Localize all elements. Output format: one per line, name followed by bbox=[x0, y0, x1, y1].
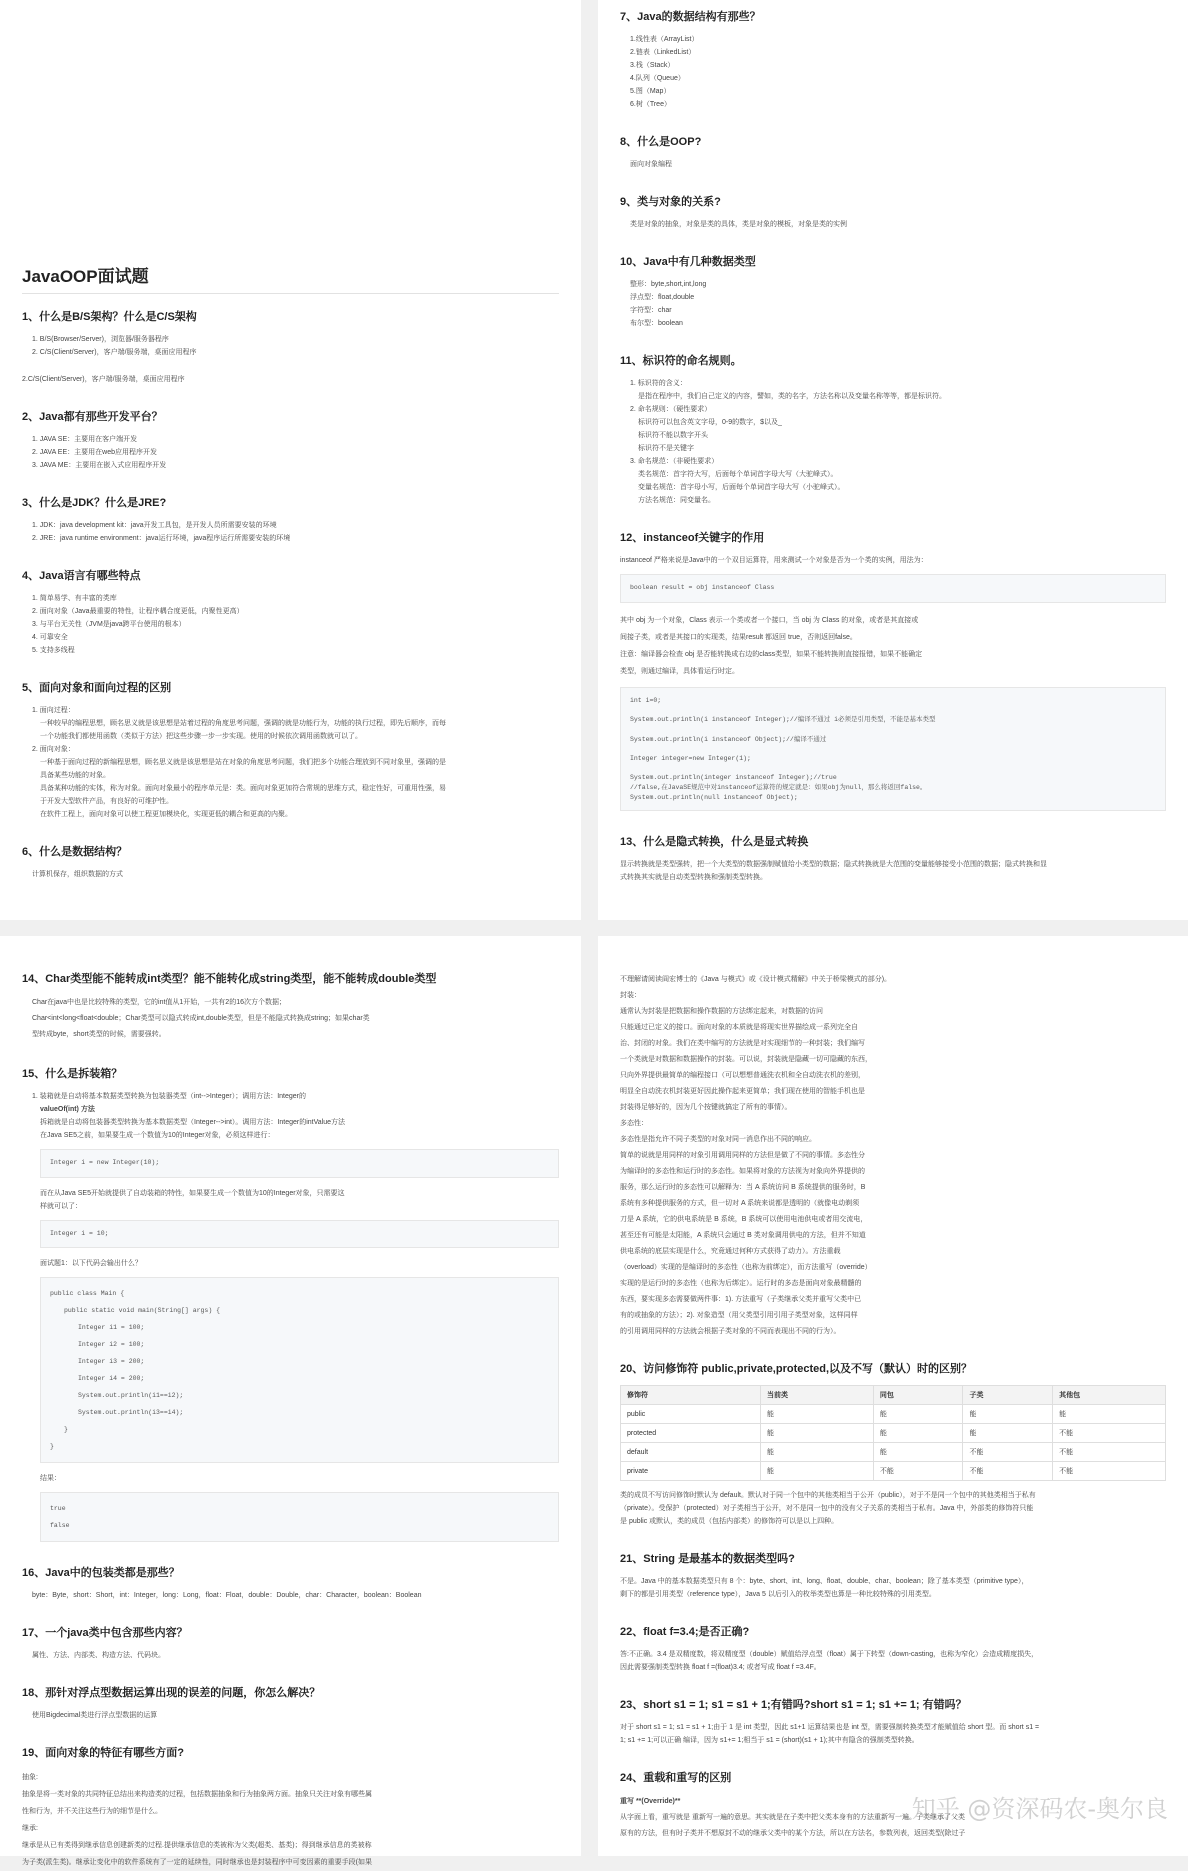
text-line: 而在从Java SE5开始就提供了自动装箱的特性，如果要生成一个数值为10的Integer对象，只需要这 bbox=[40, 1189, 345, 1197]
text-line: 因此需要强制类型转换 float f =(float)3.4; 或者写成 float f =3.4F。 bbox=[620, 1664, 821, 1671]
text-line: 2. JRE：java runtime environment：java运行环境，java程序运行所需要安装的环境 bbox=[32, 535, 291, 542]
text-line: 只向外界提供最简单的编程接口（可以想想普通洗衣机和全自动洗衣机的差别， bbox=[620, 1072, 865, 1079]
text-line: 类名规范：首字符大写，后面每个单词首字母大写（大驼峰式）。 bbox=[638, 471, 838, 478]
table-header: 当前类 bbox=[761, 1386, 874, 1405]
code-block bbox=[40, 1492, 559, 1542]
text-line: Char在java中也是比较特殊的类型，它的int值从1开始，一共有2的16次方个数据； bbox=[32, 999, 286, 1006]
text-line: 供电系统的底层实现是什么，究竟通过何种方式获得了动力）。方法重载 bbox=[620, 1248, 841, 1255]
code-block bbox=[40, 1220, 559, 1249]
text-line: 在Java SE5之前，如果要生成一个数值为10的Integer对象，必须这样进行： bbox=[40, 1132, 275, 1139]
document-title: JavaOOP面试题 bbox=[22, 262, 559, 294]
text-line: 只能通过已定义的接口。面向对象的本质就是将现实世界描绘成一系列完全自 bbox=[620, 1024, 858, 1031]
table-row bbox=[621, 1405, 1166, 1424]
text-line: （private）。受保护（protected）对子类相当于公开，对不是同一包中的没有父子关系的类相当于私有。Java 中，外部类的修饰符只能 bbox=[620, 1505, 1034, 1512]
text-line: 样就可以了： bbox=[40, 1202, 82, 1210]
text-line: 原有的方法，但有时子类并不想原封不动的继承父类中的某个方法，所以在方法名，参数列表，返回类型(除过子 bbox=[620, 1830, 966, 1837]
polymorphism-text bbox=[620, 972, 1166, 1340]
question-5 bbox=[22, 679, 559, 821]
text-line: valueOf(int) 方法 bbox=[40, 1106, 95, 1113]
question-heading: 9、类与对象的关系? bbox=[620, 196, 721, 208]
text-line: 系统有多种提供服务的方式，但一切对 A 系统来说都是透明的（就像电动剃须 bbox=[620, 1200, 860, 1207]
document-page-3 bbox=[0, 936, 581, 1866]
table-cell: 不能 bbox=[963, 1462, 1053, 1481]
code-line: } bbox=[50, 1443, 54, 1450]
question-13 bbox=[620, 833, 1166, 884]
text-line: 1. 简单易学、有丰富的类库 bbox=[32, 595, 117, 602]
text-line: 在软件工程上，面向对象可以使工程更加模块化，实现更低的耦合和更高的内聚。 bbox=[40, 811, 292, 818]
text-line: 5. 支持多线程 bbox=[32, 647, 75, 654]
table-cell: 能 bbox=[963, 1424, 1053, 1443]
table-cell: 不能 bbox=[963, 1443, 1053, 1462]
text-line: 变量名规范：首字母小写，后面每个单词首字母大写（小驼峰式）。 bbox=[638, 484, 845, 491]
text-line: 3. 与平台无关性（JVM是java跨平台使用的根本） bbox=[32, 621, 186, 628]
text-line: 6.树（Tree） bbox=[630, 101, 671, 108]
question-heading: 6、什么是数据结构？ bbox=[22, 846, 128, 858]
table-header: 同包 bbox=[873, 1386, 963, 1405]
code-line: Integer i = 10; bbox=[50, 1229, 109, 1237]
text-line: 字符型：char bbox=[630, 307, 672, 314]
text-line: 类是对象的抽象，对象是类的具体，类是对象的模板，对象是类的实例 bbox=[630, 221, 847, 228]
text-line: 2. JAVA EE：主要用在web应用程序开发 bbox=[32, 449, 157, 456]
question-heading: 21、String 是最基本的数据类型吗? bbox=[620, 1553, 795, 1565]
question-22 bbox=[620, 1623, 1166, 1674]
question-heading: 13、什么是隐式转换，什么是显式转换 bbox=[620, 835, 809, 848]
question-7 bbox=[620, 8, 1166, 111]
text-line: 标识符可以包含英文字母，0-9的数字，$以及_ bbox=[638, 419, 782, 426]
question-heading: 20、访问修饰符 public,private,protected,以及不写（默认）时的区别？ bbox=[620, 1363, 973, 1375]
table-cell: 能 bbox=[761, 1443, 874, 1462]
text-line: 抽象: bbox=[22, 1774, 38, 1781]
code-line: } bbox=[64, 1426, 68, 1433]
code-block bbox=[620, 687, 1166, 811]
question-heading: 3、什么是JDK？什么是JRE? bbox=[22, 497, 167, 509]
question-20 bbox=[620, 1360, 1166, 1528]
document-page-2 bbox=[598, 0, 1188, 920]
text-line: 整形：byte,short,int,long bbox=[630, 281, 707, 288]
text-line: Char<int<long<float<double；Char类型可以隐式转成int,double类型，但是不能隐式转换成string；如果char类 bbox=[32, 1015, 370, 1022]
text-line: 2. 面向对象： bbox=[32, 746, 75, 753]
text-line: 3. 命名规范：（非硬性要求） bbox=[630, 458, 719, 465]
text-line: 1. 标识符的含义： bbox=[630, 380, 687, 387]
question-8 bbox=[620, 133, 1166, 171]
text-line: 服务，那么运行时的多态性可以解释为：当 A 系统访问 B 系统提供的服务时，B bbox=[620, 1184, 866, 1191]
text-line: 2.C/S(Client/Server)，客户端/服务端，桌面应用程序 bbox=[22, 376, 185, 383]
question-23 bbox=[620, 1696, 1166, 1747]
code-block bbox=[620, 574, 1166, 603]
question-heading: 10、Java中有几种数据类型 bbox=[620, 256, 756, 268]
question-14 bbox=[22, 970, 559, 1043]
question-2 bbox=[22, 408, 559, 472]
text-line: 重写 **(Override)** bbox=[620, 1798, 681, 1805]
text-line: 一个类就是对数据和数据操作的封装。可以说，封装就是隐藏一切可隐藏的东西， bbox=[620, 1056, 872, 1063]
question-heading: 8、什么是OOP? bbox=[620, 136, 702, 148]
table-cell: private bbox=[621, 1462, 761, 1481]
text-line: 甚至还有可能是太阳能，A 系统只会通过 B 类对象调用供电的方法，但并不知道 bbox=[620, 1232, 866, 1239]
text-line: 标识符不能以数字开头 bbox=[638, 432, 708, 439]
table-cell: public bbox=[621, 1405, 761, 1424]
question-heading: 5、面向对象和面向过程的区别 bbox=[22, 682, 172, 694]
question-heading: 18、那针对浮点型数据运算出现的误差的问题，你怎么解决？ bbox=[22, 1687, 321, 1699]
text-line: 治、封闭的对象。我们在类中编写的方法就是对实现细节的一种封装；我们编写 bbox=[620, 1040, 865, 1047]
text-line: 明显全自动洗衣机封装更好因此操作起来更简单；我们现在使用的智能手机也是 bbox=[620, 1088, 865, 1095]
text-line: 答:不正确。3.4 是双精度数，将双精度型（double）赋值给浮点型（float）属于下转型（down-casting，也称为窄化）会造成精度损失， bbox=[620, 1651, 1039, 1658]
code-line: System.out.println(i3==i4); bbox=[78, 1409, 184, 1416]
text-line: 多态性： bbox=[620, 1120, 648, 1127]
text-line: instanceof 严格来说是Java中的一个双目运算符，用来测试一个对象是否为一个类的实例，用法为： bbox=[620, 557, 928, 564]
text-line: 方法名规范：同变量名。 bbox=[638, 497, 715, 504]
question-heading: 16、Java中的包装类都是那些？ bbox=[22, 1567, 180, 1579]
text-line: 注意：编译器会检查 obj 是否能转换成右边的class类型，如果不能转换则直接报错，如果不能确定 bbox=[620, 650, 923, 658]
code-line: boolean result = obj instanceof Class bbox=[630, 584, 775, 591]
table-cell: 能 bbox=[963, 1405, 1053, 1424]
text-line: 性和行为，并不关注这些行为的细节是什么。 bbox=[22, 1808, 162, 1815]
text-line: 抽象是将一类对象的共同特征总结出来构造类的过程，包括数据抽象和行为抽象两方面。抽象只关注对象有哪些属 bbox=[22, 1791, 372, 1798]
text-line: 拆箱就是自动将包装器类型转换为基本数据类型（Integer-->int）。调用方法：Integer的intValue方法 bbox=[40, 1119, 346, 1126]
code-line: Integer i3 = 200; bbox=[78, 1358, 145, 1365]
code-line: System.out.println(integer instanceof Integer);//true bbox=[630, 773, 837, 781]
question-heading: 15、什么是拆装箱？ bbox=[22, 1068, 123, 1080]
text-line: 类的成员不写访问修饰时默认为 default。默认对于同一个包中的其他类相当于公开（public），对于不是同一个包中的其他类相当于私有 bbox=[620, 1492, 1036, 1499]
question-4 bbox=[22, 567, 559, 657]
code-line: Integer i = new Integer(10); bbox=[50, 1159, 160, 1166]
text-line: （overload）实现的是编译时的多态性（也称为前绑定），而方法重写（override） bbox=[620, 1264, 872, 1271]
text-line: 显示转换就是类型强转，把一个大类型的数据强制赋值给小类型的数据；隐式转换就是大范围的变量能够接受小范围的数据；隐式转换和显 bbox=[620, 860, 1047, 868]
table-cell: 能 bbox=[1053, 1405, 1166, 1424]
question-heading: 4、Java语言有哪些特点 bbox=[22, 570, 141, 582]
access-modifier-table bbox=[620, 1385, 1166, 1481]
code-line: Integer i1 = 100; bbox=[78, 1324, 145, 1331]
code-line: int i=0; bbox=[630, 696, 662, 704]
text-line: 1. JDK：java development kit：java开发工具包，是开发人员所需要安装的环境 bbox=[32, 522, 277, 529]
document-page-1 bbox=[0, 0, 581, 920]
text-line: 通常认为封装是把数据和操作数据的方法绑定起来，对数据的访问 bbox=[620, 1008, 823, 1015]
text-line: 面向对象编程 bbox=[630, 161, 672, 168]
code-line: public class Main { bbox=[50, 1290, 125, 1297]
text-line: 间接子类，或者是其接口的实现类，结果result 都返回 true，否则返回false。 bbox=[620, 633, 857, 641]
text-line: 3. JAVA ME：主要用在嵌入式应用程序开发 bbox=[32, 462, 167, 469]
table-row bbox=[621, 1424, 1166, 1443]
table-row bbox=[621, 1462, 1166, 1481]
question-heading: 19、面向对象的特征有哪些方面? bbox=[22, 1747, 184, 1759]
code-line: Integer i2 = 100; bbox=[78, 1341, 145, 1348]
document-page-4 bbox=[598, 936, 1188, 1856]
text-line: 继承: bbox=[22, 1825, 38, 1832]
text-line: 1. B/S(Browser/Server)，浏览器/服务器程序 bbox=[32, 336, 169, 343]
text-line: 一个功能我们都使用函数（类似于方法）把这些步骤一步一步实现。使用的时候依次调用函数就可以了。 bbox=[40, 733, 362, 740]
text-line: 1; s1 += 1;可以正确 编译，因为 s1+= 1;相当于 s1 = (short)(s1 + 1);其中有隐含的强制类型转换。 bbox=[620, 1737, 919, 1744]
question-12 bbox=[620, 529, 1166, 811]
table-row bbox=[621, 1443, 1166, 1462]
table-cell: protected bbox=[621, 1424, 761, 1443]
question-heading: 1、什么是B/S架构？什么是C/S架构 bbox=[22, 311, 197, 323]
table-cell: 不能 bbox=[1053, 1462, 1166, 1481]
text-line: 结果： bbox=[40, 1475, 61, 1482]
code-line: Integer i4 = 200; bbox=[78, 1375, 145, 1382]
code-block bbox=[40, 1149, 559, 1178]
text-line: 面试题1：以下代码会输出什么？ bbox=[40, 1260, 142, 1267]
question-heading: 22、float f=3.4;是否正确? bbox=[620, 1626, 750, 1638]
question-6 bbox=[22, 843, 559, 881]
code-line: System.out.println(i1==i2); bbox=[78, 1392, 184, 1399]
text-line: 封装得足够好的，因为几个按键就搞定了所有的事情）。 bbox=[620, 1104, 792, 1111]
text-line: 4. 可靠安全 bbox=[32, 634, 68, 641]
text-line: 2. 面向对象（Java最重要的特性，让程序耦合度更低，内聚性更高） bbox=[32, 608, 244, 615]
text-line: 不是。Java 中的基本数据类型只有 8 个：byte、short、int、long、float、double、char、boolean；除了基本类型（primitive type）， bbox=[620, 1578, 1029, 1585]
text-line: 4.队列（Queue） bbox=[630, 75, 685, 82]
table-cell: 能 bbox=[761, 1424, 874, 1443]
table-header: 子类 bbox=[963, 1386, 1053, 1405]
text-line: 1. 面向过程： bbox=[32, 707, 75, 714]
table-cell: 不能 bbox=[1053, 1443, 1166, 1462]
text-line: 浮点型：float,double bbox=[630, 294, 695, 301]
text-line: 型转成byte，short类型的时候，需要强转。 bbox=[32, 1031, 166, 1038]
question-19 bbox=[22, 1744, 559, 1871]
table-cell: 能 bbox=[761, 1405, 874, 1424]
code-line: Integer integer=new Integer(1); bbox=[630, 755, 751, 762]
question-heading: 2、Java都有那些开发平台？ bbox=[22, 411, 163, 423]
question-10 bbox=[620, 253, 1166, 330]
text-line: 其中 obj 为一个对象，Class 表示一个类或者一个接口，当 obj 为 Class 的对象，或者是其直接或 bbox=[620, 616, 919, 624]
text-line: 一种基于面向过程的新编程思想，顾名思义就是该思想是站在对象的角度思考问题，我们把多个功能合理放到不同对象里，强调的是 bbox=[40, 759, 446, 766]
code-line: true bbox=[50, 1505, 66, 1512]
table-cell: 能 bbox=[873, 1443, 963, 1462]
code-line: false bbox=[50, 1522, 70, 1529]
question-18 bbox=[22, 1684, 559, 1722]
code-block bbox=[40, 1277, 559, 1463]
question-heading: 14、Char类型能不能转成int类型？能不能转化成string类型，能不能转成double类型 bbox=[22, 973, 437, 985]
table-cell: 不能 bbox=[873, 1462, 963, 1481]
question-heading: 7、Java的数据结构有那些？ bbox=[620, 11, 761, 23]
text-line: 具备某种功能的实体，称为对象。面向对象最小的程序单元是：类。面向对象更加符合常规的思维方式，稳定性好，可重用性强，易 bbox=[40, 785, 446, 792]
question-1 bbox=[22, 308, 559, 386]
text-line: 多态性是指允许不同子类型的对象对同一消息作出不同的响应。 bbox=[620, 1136, 816, 1143]
text-line: 对于 short s1 = 1; s1 = s1 + 1;由于 1 是 int 类型，因此 s1+1 运算结果也是 int 型，需要强制转换类型才能赋值给 short 型。而 short s1 = bbox=[620, 1724, 1040, 1731]
question-heading: 17、一个java类中包含那些内容？ bbox=[22, 1627, 188, 1639]
table-cell: 能 bbox=[873, 1405, 963, 1424]
code-line: public static void main(String[] args) { bbox=[64, 1307, 221, 1314]
text-line: 类型，则通过编译，具体看运行时定。 bbox=[620, 667, 739, 675]
question-21 bbox=[620, 1550, 1166, 1601]
text-line: 一种较早的编程思想，顾名思义就是该思想是站着过程的角度思考问题，强调的就是功能行为，功能的执行过程，即先后顺序，而每 bbox=[40, 720, 446, 727]
text-line: 封装： bbox=[620, 992, 641, 999]
text-line: 刀是 A 系统，它的供电系统是 B 系统，B 系统可以使用电池供电或者用交流电， bbox=[620, 1216, 868, 1223]
table-header: 其他包 bbox=[1053, 1386, 1166, 1405]
text-line: 5.图（Map） bbox=[630, 88, 671, 95]
question-heading: 23、short s1 = 1; s1 = s1 + 1;有错吗?short s1 = 1; s1 += 1; 有错吗？ bbox=[620, 1699, 967, 1711]
table-header: 修饰符 bbox=[621, 1386, 761, 1405]
table-cell: 能 bbox=[761, 1462, 874, 1481]
text-line: 2.链表（LinkedList） bbox=[630, 49, 696, 56]
text-line: 1. 装箱就是自动将基本数据类型转换为包装器类型（int-->Integer）；调用方法：Integer的 bbox=[32, 1093, 307, 1100]
text-line: 有的或抽象的方法）；2). 对象造型（用父类型引用引用子类型对象，这样同样 bbox=[620, 1312, 858, 1319]
text-line: 1.线性表（ArrayList） bbox=[630, 36, 699, 43]
code-line: System.out.println(i instanceof Integer);//编译不通过 i必须是引用类型，不能是基本类型 bbox=[630, 716, 936, 723]
text-line: 是指在程序中，我们自己定义的内容，譬如，类的名字，方法名称以及变量名称等等，都是标识符。 bbox=[638, 393, 946, 400]
text-line: 从字面上看，重写就是 重新写一遍的意思。其实就是在子类中把父类本身有的方法重新写一遍。子类继承了父类 bbox=[620, 1814, 965, 1821]
text-line: 属性、方法、内部类、构造方法、代码块。 bbox=[32, 1652, 165, 1659]
text-line: 式转换其实就是自动类型转换和强制类型转换。 bbox=[620, 873, 767, 881]
question-11 bbox=[620, 352, 1166, 507]
question-3 bbox=[22, 494, 559, 545]
text-line: 标识符不是关键字 bbox=[638, 445, 694, 452]
text-line: 3.栈（Stack） bbox=[630, 62, 675, 69]
question-15 bbox=[22, 1065, 559, 1542]
zhihu-watermark: 知乎 @资深码农-奥尔良 bbox=[911, 1795, 1168, 1823]
text-line: byte：Byte，short：Short，int：Integer，long：Long，float：Float，double：Double，char：Character，boolean：Boolean bbox=[32, 1592, 422, 1599]
text-line: 2. C/S(Client/Server)，客户端/服务端，桌面应用程序 bbox=[32, 349, 197, 356]
table-cell: default bbox=[621, 1443, 761, 1462]
code-line: System.out.println(i instanceof Object);//编译不通过 bbox=[630, 735, 827, 743]
question-17 bbox=[22, 1624, 559, 1662]
code-line: System.out.println(null instanceof Object); bbox=[630, 793, 798, 801]
text-line: 具备某些功能的对象。 bbox=[40, 772, 110, 779]
question-heading: 12、instanceof关键字的作用 bbox=[620, 532, 765, 544]
text-line: 2. 命名规则：（硬性要求） bbox=[630, 406, 712, 413]
text-line: 实现的是运行时的多态性（也称为后绑定）。运行时的多态是面向对象最精髓的 bbox=[620, 1280, 862, 1287]
text-line: 简单的说就是用同样的对象引用调用同样的方法但是做了不同的事情。多态性分 bbox=[620, 1152, 865, 1159]
text-line: 于开发大型软件产品，有良好的可维护性。 bbox=[40, 798, 173, 805]
question-9 bbox=[620, 193, 1166, 231]
question-16 bbox=[22, 1564, 559, 1602]
table-cell: 不能 bbox=[1053, 1424, 1166, 1443]
text-line: 布尔型：boolean bbox=[630, 320, 683, 327]
text-line: 的引用调用同样的方法就会根据子类对象的不同而表现出不同的行为）。 bbox=[620, 1328, 841, 1335]
text-line: 东西，要实现多态需要做两件事：1). 方法重写（子类继承父类并重写父类中已 bbox=[620, 1296, 862, 1303]
text-line: 继承是从已有类得到继承信息创建新类的过程.提供继承信息的类被称为父类(超类、基类)；得到继承信息的类被称 bbox=[22, 1842, 372, 1849]
text-line: 为编译时的多态性和运行时的多态性。如果将对象的方法视为对象向外界提供的 bbox=[620, 1168, 865, 1175]
text-line: 是 public 或默认，类的成员（包括内部类）的修饰符可以是以上四种。 bbox=[620, 1518, 839, 1525]
table-cell: 能 bbox=[873, 1424, 963, 1443]
question-heading: 11、标识符的命名规则。 bbox=[620, 355, 742, 367]
text-line: 使用Bigdecimal类进行浮点型数据的运算 bbox=[32, 1712, 158, 1719]
code-line: //false,在JavaSE规范中对instanceof运算符的规定就是：如果obj为null，那么将返回false。 bbox=[630, 783, 927, 791]
text-line: 为子类(派生类)。继承让变化中的软件系统有了一定的延续性，同时继承也是封装程序中可变因素的重要手段(如果 bbox=[22, 1859, 372, 1866]
text-line: 计算机保存，组织数据的方式 bbox=[32, 871, 123, 878]
text-line: 不理解请阅读阎宏博士的《Java 与模式》或《设计模式精解》中关于桥梁模式的部分)。 bbox=[620, 976, 892, 983]
text-line: 剩下的都是引用类型（reference type），Java 5 以后引入的枚举类型也算是一种比较特殊的引用类型。 bbox=[620, 1591, 936, 1598]
text-line: 1. JAVA SE：主要用在客户端开发 bbox=[32, 436, 138, 443]
question-heading: 24、重载和重写的区别 bbox=[620, 1772, 732, 1784]
